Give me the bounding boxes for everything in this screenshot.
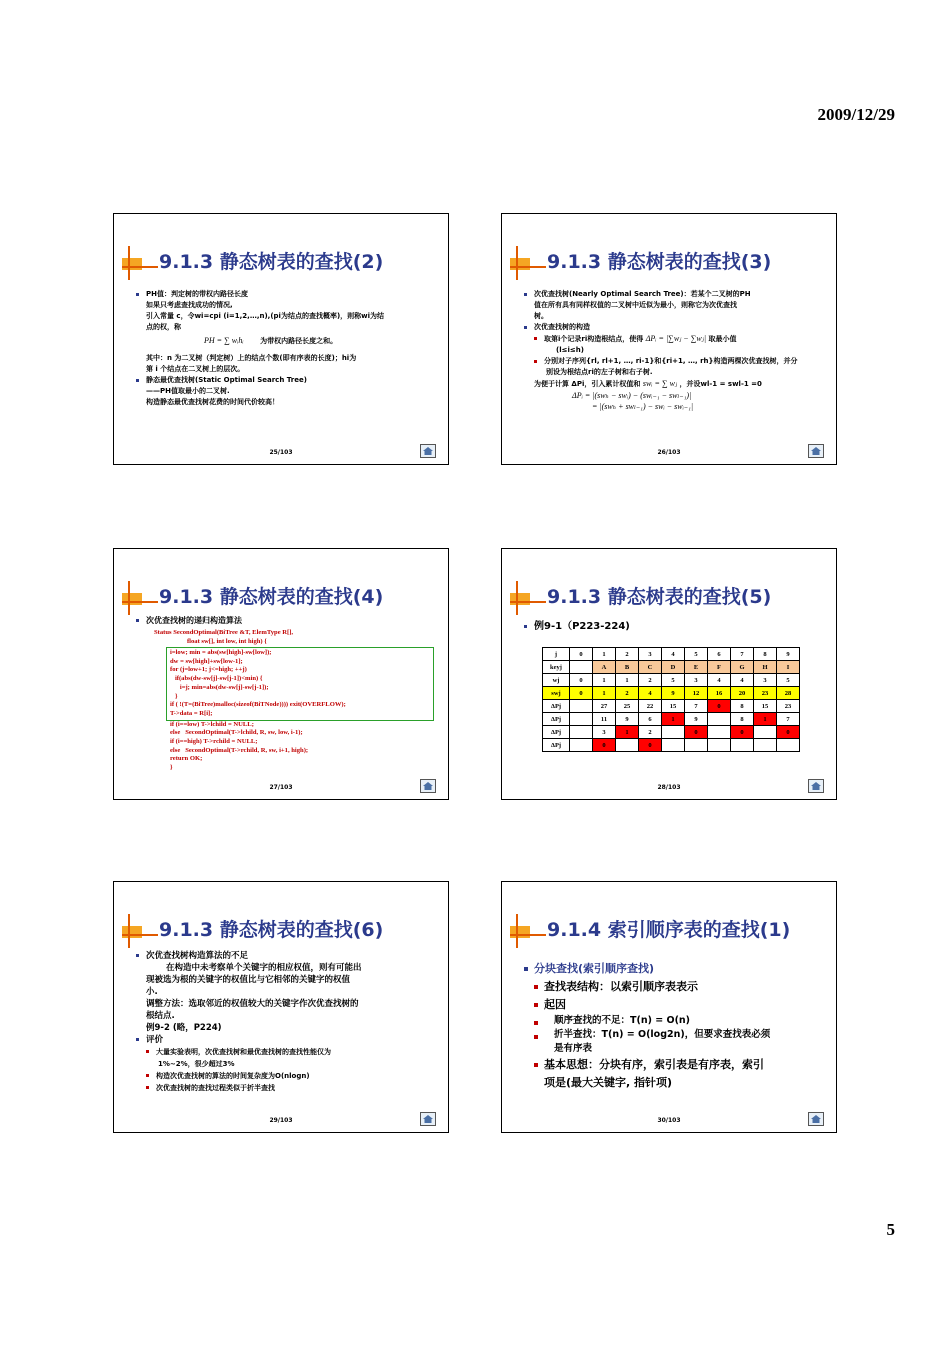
table-row-header: j <box>543 648 570 661</box>
code-line: } <box>170 764 173 772</box>
page-date: 2009/12/29 <box>817 105 895 124</box>
table-cell: 4 <box>639 687 662 700</box>
home-button[interactable] <box>808 1112 824 1126</box>
bullet: 基本思想：分块有序，索引表是有序表，索引 <box>522 1056 824 1074</box>
table-cell: E <box>685 661 708 674</box>
table-cell: 7 <box>731 648 754 661</box>
table-cell: 0 <box>731 726 754 739</box>
table-cell: 5 <box>685 648 708 661</box>
bullet: PH值：判定树的带权内路径长度 <box>134 289 436 300</box>
home-icon <box>810 781 822 791</box>
table-cell: 27 <box>593 700 616 713</box>
example-table <box>542 647 800 752</box>
table-cell <box>570 726 593 739</box>
text-line: 为便于计算 ΔPi，引入累计权值和 <box>534 380 641 388</box>
table-cell: B <box>616 661 639 674</box>
slide-logo-icon <box>510 912 546 948</box>
slide-title: 9.1.3 静态树表的查找(2) <box>159 251 384 273</box>
home-icon <box>422 781 434 791</box>
formula: = |(swₕ + swₗ₋₁) − swᵢ − swᵢ₋₁| <box>592 402 694 411</box>
table-cell: G <box>731 661 754 674</box>
table-cell: 0 <box>593 739 616 752</box>
page-number: 5 <box>886 1220 895 1239</box>
slide-number: 30/103 <box>657 1117 681 1124</box>
table-cell: 1 <box>593 674 616 687</box>
slide-title: 9.1.3 静态树表的查找(6) <box>159 919 384 941</box>
slide-title: 9.1.3 静态树表的查找(3) <box>547 251 772 273</box>
table-cell: 12 <box>685 687 708 700</box>
slide-number: 26/103 <box>657 449 681 456</box>
table-row-header: wj <box>543 674 570 687</box>
slide-25 <box>113 213 449 465</box>
formula: ΔPᵢ = |(swₕ − swᵢ) − (swᵢ₋₁ − swₗ₋₁)| <box>572 391 692 400</box>
table-cell: 5 <box>662 674 685 687</box>
text-line: 1%~2%，很少超过3% <box>158 1060 235 1068</box>
code-line: } <box>170 692 178 700</box>
table-cell: 4 <box>662 648 685 661</box>
slide-logo-icon <box>122 912 158 948</box>
text-line: 如果只考虑查找成功的情况, <box>146 301 233 309</box>
bullet: 折半查找：T(n) = O(log2n)，但要求查找表必须 <box>522 1028 824 1042</box>
table-row <box>543 700 800 713</box>
table-row-header: ΔPj <box>543 726 570 739</box>
slide-number: 27/103 <box>269 784 293 791</box>
table-cell: 7 <box>685 700 708 713</box>
bullet: 评价 <box>134 1034 436 1046</box>
bullet: 构造次优查找树的算法的时间复杂度为O(nlogn) <box>134 1070 436 1082</box>
table-cell: 4 <box>708 674 731 687</box>
text-line: 项是(最大关键字, 指针项) <box>544 1076 673 1089</box>
table-cell <box>708 739 731 752</box>
table-cell: 1 <box>616 726 639 739</box>
table-cell: 0 <box>708 700 731 713</box>
table-cell: 8 <box>754 648 777 661</box>
code-box <box>166 647 434 721</box>
slide-number: 28/103 <box>657 784 681 791</box>
table-cell <box>777 739 800 752</box>
code-line: if(abs(dw-sw[j]-sw[j-1])<min) { <box>170 675 263 683</box>
text-line: 树。 <box>534 312 548 320</box>
table-row-header: ΔPj <box>543 700 570 713</box>
table-cell: 23 <box>754 687 777 700</box>
bullet: 次优查找树的构造 <box>522 322 824 333</box>
table-cell: 22 <box>639 700 662 713</box>
table-cell: 8 <box>731 700 754 713</box>
table-cell: 2 <box>639 674 662 687</box>
table-cell: A <box>593 661 616 674</box>
table-cell: 2 <box>616 687 639 700</box>
table-cell: 1 <box>616 674 639 687</box>
code-line: T->data = R[i]; <box>170 709 213 717</box>
table-row <box>543 713 800 726</box>
table-cell: 5 <box>777 674 800 687</box>
home-button[interactable] <box>420 779 436 793</box>
text-line: ——PH值取最小的二叉树. <box>146 387 230 395</box>
table-cell: 15 <box>662 700 685 713</box>
bullet: 顺序查找的不足：T(n) = O(n) <box>522 1014 824 1028</box>
table-cell: 23 <box>777 700 800 713</box>
table-cell: 0 <box>570 687 593 700</box>
text-line: ，并设wl-1 = swl-1 =0 <box>679 380 762 388</box>
table-cell: 0 <box>570 648 593 661</box>
bullet: 次优查找树的递归构造算法 <box>134 615 436 626</box>
table-row-header: ΔPj <box>543 739 570 752</box>
text-line: 其中：n 为二叉树（判定树）上的结点个数(即有序表的长度)；hi为 <box>146 354 357 362</box>
formula: ΔPᵢ = |∑wⱼ − ∑wⱼ| <box>645 334 707 343</box>
home-icon <box>810 1114 822 1124</box>
table-cell: 3 <box>754 674 777 687</box>
text-line: 为带权内路径长度之和。 <box>260 337 338 345</box>
table-cell: 8 <box>731 713 754 726</box>
table-cell: 9 <box>777 648 800 661</box>
table-cell: 0 <box>639 739 662 752</box>
slide-number: 25/103 <box>269 449 293 456</box>
table-cell: 0 <box>777 726 800 739</box>
table-cell: 16 <box>708 687 731 700</box>
bullet: 分别对子序列{rl, rl+1, …, ri-1}和{ri+1, …, rh}构造两棵次优查找树，并分 <box>522 356 824 367</box>
bullet: 大量实验表明，次优查找树和最优查找树的查找性能仅为 <box>134 1046 436 1058</box>
table-cell: 6 <box>708 648 731 661</box>
table-cell <box>731 739 754 752</box>
text-line: 第 i 个结点在二叉树上的层次。 <box>146 365 245 373</box>
bullet: 分块查找(索引顺序查找) <box>522 960 824 978</box>
table-cell: D <box>662 661 685 674</box>
slide-28 <box>501 548 837 800</box>
text-line: 值在所有具有同样权值的二叉树中近似为最小，则称它为次优查找 <box>534 301 737 309</box>
table-cell: 1 <box>593 648 616 661</box>
text-line: 是有序表 <box>554 1043 593 1054</box>
table-row-header: ΔPj <box>543 713 570 726</box>
table-cell: 0 <box>570 674 593 687</box>
home-button[interactable] <box>808 444 824 458</box>
formula: swᵢ = ∑ wⱼ <box>642 379 678 388</box>
text-line: 现被选为根的关键字的权值比与它相邻的关键字的权值 <box>146 975 351 985</box>
table-cell: H <box>754 661 777 674</box>
bullet: 次优查找树的查找过程类似于折半查找 <box>134 1082 436 1094</box>
table-cell: 1 <box>593 687 616 700</box>
table-cell: 1 <box>662 713 685 726</box>
slide-number: 29/103 <box>269 1117 293 1124</box>
text-line: 取第i个记录ri构造根结点，使得 <box>544 335 644 343</box>
home-button[interactable] <box>420 444 436 458</box>
text-line: 点的权，称 <box>146 323 181 331</box>
table-cell: 28 <box>777 687 800 700</box>
table-row <box>543 726 800 739</box>
code-line: return OK; <box>170 755 203 763</box>
slide-title: 9.1.3 静态树表的查找(4) <box>159 586 384 608</box>
table-row <box>543 661 800 674</box>
home-icon <box>422 1114 434 1124</box>
text-line: 构造静态最优查找树花费的时间代价较高！ <box>146 398 279 406</box>
table-cell: 1 <box>754 713 777 726</box>
table-row-header: swj <box>543 687 570 700</box>
bullet: 起因 <box>522 996 824 1014</box>
table-cell: 20 <box>731 687 754 700</box>
table-cell: F <box>708 661 731 674</box>
home-icon <box>810 446 822 456</box>
table-row-header: keyj <box>543 661 570 674</box>
table-cell: 6 <box>639 713 662 726</box>
slide-29 <box>113 881 449 1133</box>
table-cell <box>570 713 593 726</box>
code-line: float sw[], int low, int high) { <box>154 637 267 645</box>
home-button[interactable] <box>420 1112 436 1126</box>
code-line: if ( !(T=(BiTree)malloc(sizeof(BiTNode)))) exit(OVERFLOW); <box>170 701 346 709</box>
code-line: if (i==high) T->rchild = NULL; <box>170 738 258 746</box>
code-line: Status SecondOptimal(BiTree &T, ElemType R[], <box>154 629 294 636</box>
text-line: 根结点. <box>146 1011 175 1021</box>
table-cell <box>570 700 593 713</box>
table-cell <box>708 726 731 739</box>
table-cell: 9 <box>685 713 708 726</box>
slide-title: 9.1.3 静态树表的查找(5) <box>547 586 772 608</box>
slide-logo-icon <box>510 244 546 280</box>
table-cell: 11 <box>593 713 616 726</box>
table-cell: 3 <box>639 648 662 661</box>
code-line: else SecondOptimal(T->lchild, R, sw, low, i-1); <box>170 729 303 737</box>
table-cell: 3 <box>685 674 708 687</box>
table-cell: C <box>639 661 662 674</box>
table-row <box>543 739 800 752</box>
table-cell: 15 <box>754 700 777 713</box>
slide-title: 9.1.4 索引顺序表的查找(1) <box>547 919 791 941</box>
table-cell <box>662 726 685 739</box>
formula: PH = ∑ wᵢhᵢ <box>204 336 244 345</box>
text-line: 引入常量 c，令wi=cpi (i=1,2,…,n),(pi为结点的查找概率)，则称wi为结 <box>146 312 385 320</box>
table-row <box>543 687 800 700</box>
code-line: if (i==low) T->lchild = NULL; <box>170 720 254 728</box>
bullet: 次优查找树(Nearly Optimal Search Tree)：若某个二叉树的PH <box>522 289 824 300</box>
code-line: i=low; min = abs(sw[high]-sw[low]); <box>170 649 272 656</box>
slide-26 <box>501 213 837 465</box>
table-cell: I <box>777 661 800 674</box>
text-line: 例9-2 (略，P224) <box>146 1023 222 1033</box>
table-cell: 4 <box>731 674 754 687</box>
text-line: 别设为根结点ri的左子树和右子树. <box>546 368 653 376</box>
table-cell: 0 <box>685 726 708 739</box>
table-cell <box>754 739 777 752</box>
home-button[interactable] <box>808 779 824 793</box>
table-cell: 2 <box>639 726 662 739</box>
table-cell: 2 <box>616 648 639 661</box>
table-cell <box>754 726 777 739</box>
slide-30 <box>501 881 837 1133</box>
table-cell: 9 <box>662 687 685 700</box>
code-line: else SecondOptimal(T->rchild, R, sw, i+1, high); <box>170 746 309 754</box>
bullet: 查找表结构：以索引顺序表表示 <box>522 978 824 996</box>
bullet: 例9-1（P223-224) <box>522 621 824 632</box>
text-line: 调整方法：选取邻近的权值较大的关键字作次优查找树的 <box>146 999 359 1009</box>
table-cell <box>685 739 708 752</box>
table-cell <box>570 661 593 674</box>
slide-27 <box>113 548 449 800</box>
table-cell: 3 <box>593 726 616 739</box>
text-line: 小. <box>146 987 158 997</box>
table-cell <box>570 739 593 752</box>
text-line: (l≤i≤h) <box>556 346 584 354</box>
home-icon <box>422 446 434 456</box>
slide-logo-icon <box>122 579 158 615</box>
code-line: for (j=low+1; j<=high; ++j) <box>170 666 247 674</box>
table-row <box>543 648 800 661</box>
bullet: 静态最优查找树(Static Optimal Search Tree) <box>134 375 436 386</box>
slide-logo-icon <box>510 579 546 615</box>
bullet: 次优查找树构造算法的不足 <box>134 950 436 962</box>
text-line: 取最小值 <box>708 335 737 343</box>
table-cell: 9 <box>616 713 639 726</box>
table-cell: 25 <box>616 700 639 713</box>
table-cell <box>616 739 639 752</box>
code-line: dw = sw[high]+sw[low-1]; <box>170 657 243 665</box>
table-cell <box>662 739 685 752</box>
table-cell: 7 <box>777 713 800 726</box>
code-line: i=j; min=abs(dw-sw[j]-sw[j-1]); <box>170 683 269 691</box>
slide-logo-icon <box>122 244 158 280</box>
table-row <box>543 674 800 687</box>
table-cell <box>708 713 731 726</box>
text-line: 在构造中未考察单个关键字的相应权值，则有可能出 <box>166 963 362 973</box>
